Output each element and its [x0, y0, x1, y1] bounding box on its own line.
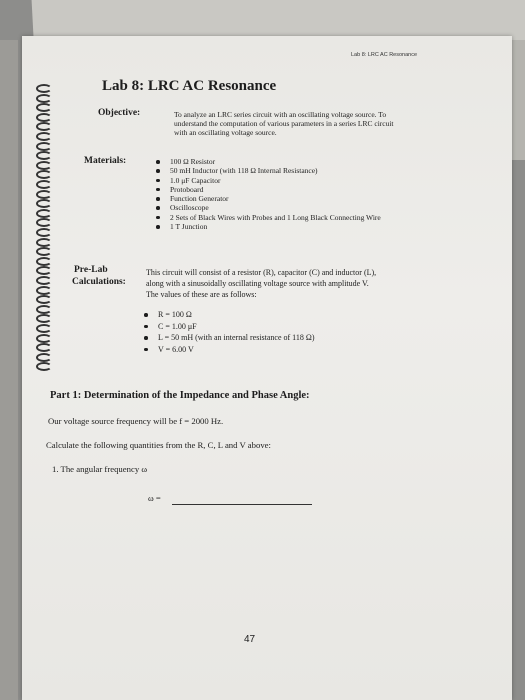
binding-coil [36, 209, 52, 218]
running-head: Lab 8: LRC AC Resonance [351, 52, 418, 58]
binding-coil [36, 286, 52, 295]
prelab-label-line: Pre-Lab [74, 265, 108, 275]
list-item: 1 T Junction [156, 222, 381, 231]
list-item: C = 1.00 μF [144, 321, 315, 333]
materials-list [156, 157, 381, 231]
binding-coil [36, 247, 52, 256]
binding-coil [36, 238, 52, 247]
binding-coil [36, 334, 52, 343]
binding-coil [36, 228, 52, 237]
binding-coil [36, 353, 52, 362]
binding-coil [36, 305, 52, 314]
binding-coil [36, 257, 52, 266]
list-item: 100 Ω Resistor [156, 157, 381, 166]
binding-coil [36, 199, 52, 208]
spiral-binding [36, 84, 56, 374]
prelab-line: This circuit will consist of a resistor (R), capacitor (C) and inductor (L), [146, 268, 377, 277]
answer-blank[interactable] [172, 504, 312, 505]
list-item: 2 Sets of Black Wires with Probes and 1 Long Black Connecting Wire [156, 213, 381, 222]
list-item: 1.0 μF Capacitor [156, 176, 381, 185]
binding-coil [36, 170, 52, 179]
prelab-label-line: Calculations: [72, 277, 126, 287]
list-item: V = 6.00 V [144, 344, 315, 356]
calculate-line: Calculate the following quantities from the R, C, L and V above: [46, 440, 271, 450]
part1-heading: Part 1: Determination of the Impedance and Phase Angle: [50, 390, 310, 401]
binding-coil [36, 94, 52, 103]
binding-coil [36, 362, 52, 371]
previous-page-edge [0, 40, 18, 700]
binding-coil [36, 324, 52, 333]
binding-coil [36, 180, 52, 189]
objective-line: To analyze an LRC series circuit with an oscillating voltage source. To [174, 110, 387, 119]
binding-coil [36, 103, 52, 112]
binding-coil [36, 343, 52, 352]
list-item: 50 mH Inductor (with 118 Ω Internal Resistance) [156, 166, 381, 175]
binding-coil [36, 142, 52, 151]
binding-coil [36, 132, 52, 141]
prelab-text [146, 267, 376, 300]
objective-line: understand the computation of various parameters in a series LRC circuit [174, 119, 394, 128]
binding-coil [36, 122, 52, 131]
list-item: L = 50 mH (with an internal resistance of 118 Ω) [144, 332, 315, 344]
frequency-line: Our voltage source frequency will be f = 2000 Hz. [48, 416, 224, 426]
binding-coil [36, 295, 52, 304]
objective-label: Objective: [98, 108, 141, 118]
binding-coil [36, 276, 52, 285]
question-1: 1. The angular frequency ω [52, 464, 148, 474]
prelab-line: The values of these are as follows: [146, 290, 257, 299]
page-title: Lab 8: LRC AC Resonance [102, 78, 277, 94]
binding-coil [36, 266, 52, 275]
binding-coil [36, 151, 52, 160]
list-item: R = 100 Ω [144, 309, 315, 321]
binding-coil [36, 161, 52, 170]
list-item: Protoboard [156, 185, 381, 194]
binding-coil [36, 84, 52, 93]
lab-page [22, 36, 512, 700]
binding-coil [36, 218, 52, 227]
prelab-label [72, 264, 126, 288]
list-item: Function Generator [156, 194, 381, 203]
page-number: 47 [244, 634, 256, 645]
component-values-list [144, 309, 315, 355]
binding-coil [36, 314, 52, 323]
prelab-line: along with a sinusoidally oscillating voltage source with amplitude V. [146, 279, 369, 288]
list-item: Oscilloscope [156, 203, 381, 212]
materials-label: Materials: [84, 156, 127, 166]
binding-coil [36, 113, 52, 122]
binding-coil [36, 190, 52, 199]
objective-text [174, 110, 394, 137]
objective-line: with an oscillating voltage source. [174, 128, 277, 137]
omega-label: ω = [148, 493, 161, 503]
